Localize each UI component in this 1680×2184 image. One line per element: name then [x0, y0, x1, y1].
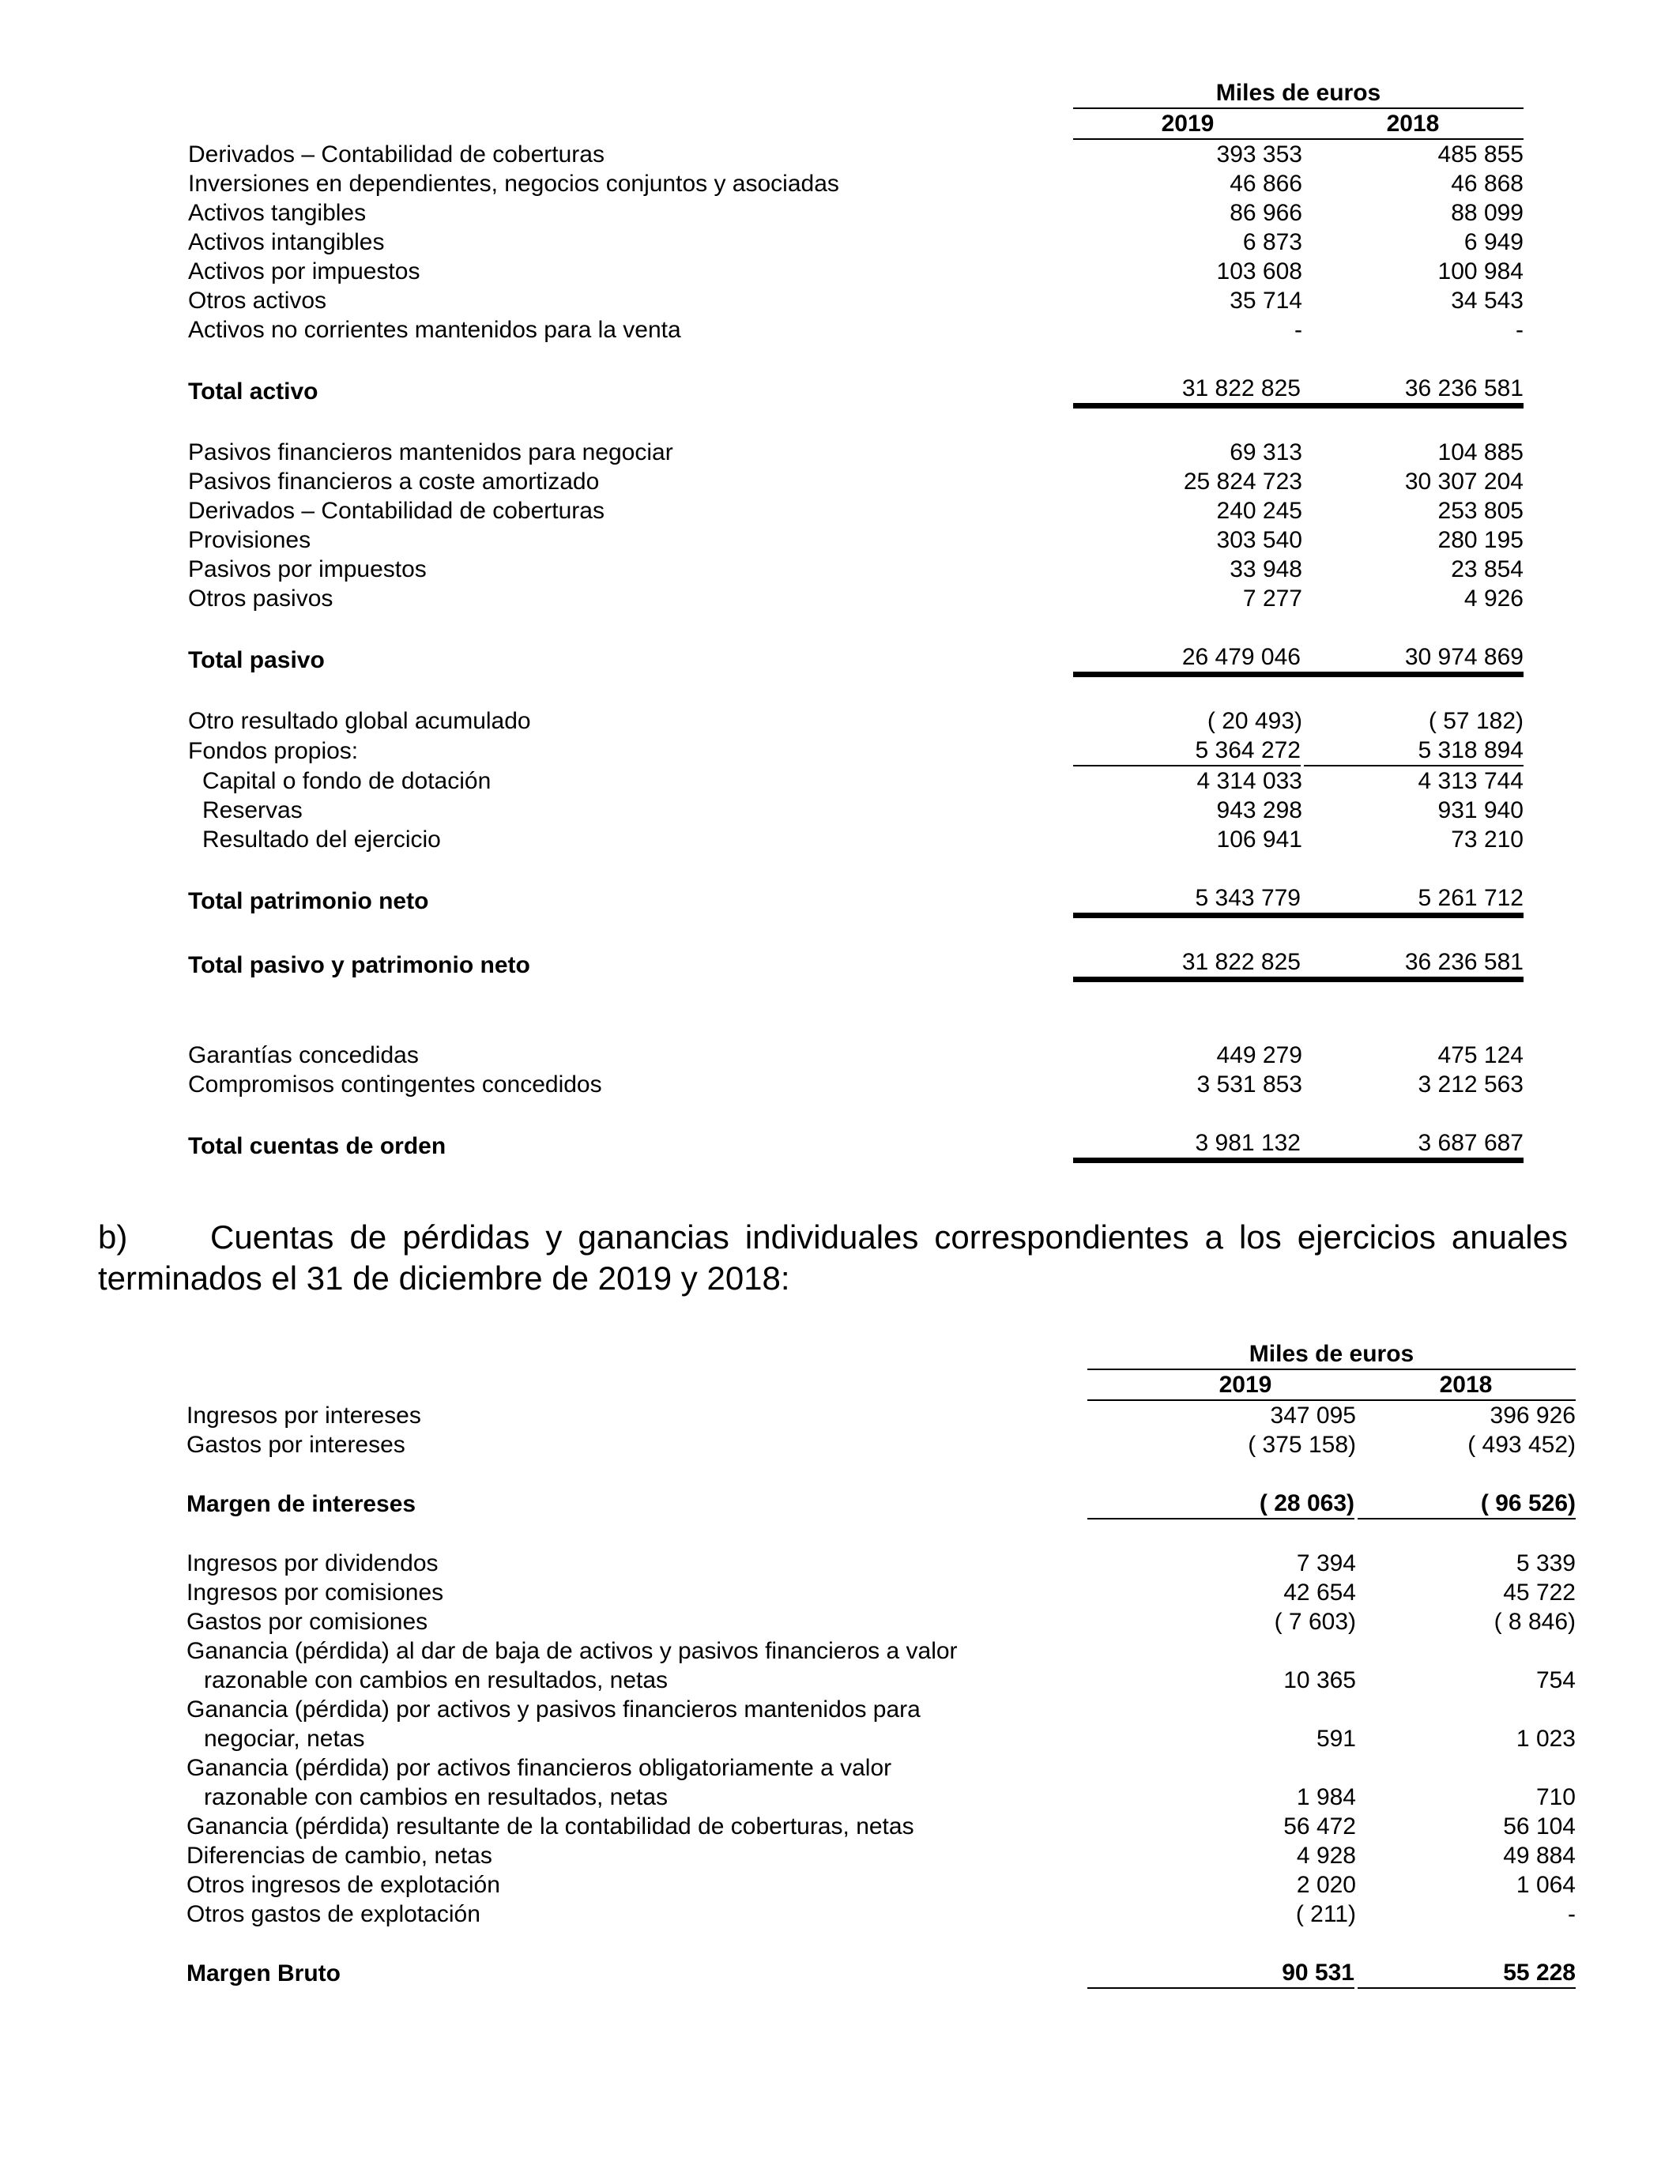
table-row	[188, 496, 1524, 525]
total-row	[188, 642, 1524, 675]
table-row	[188, 584, 1524, 613]
value-2018: 45 722	[1503, 1580, 1576, 1606]
value-2019: 591	[1316, 1726, 1356, 1752]
section-b-title: Cuentas de pérdidas y ganancias individuales correspondientes a los ejercicios anuales terminados el 31 de diciembre de 2019 y 2018:	[98, 1218, 1568, 1297]
table-row-line1	[186, 1753, 1576, 1783]
table-row	[188, 315, 1524, 345]
total-value-2018: 5 261 712	[1302, 883, 1524, 916]
balance-table	[188, 78, 1524, 1163]
value-2018: 49 884	[1503, 1843, 1576, 1869]
row-label: Activos por impuestos	[188, 258, 420, 284]
pyg-year-2019: 2019	[1087, 1369, 1356, 1400]
table-row	[188, 438, 1524, 467]
value-2018: 73 210	[1451, 827, 1524, 853]
total-label: Margen Bruto	[186, 1960, 341, 1986]
table-row	[188, 736, 1524, 766]
total-value-2018: 55 228	[1356, 1958, 1576, 1988]
row-label: Otros gastos de explotación	[186, 1901, 480, 1927]
table-row	[188, 525, 1524, 555]
value-2018: 485 855	[1437, 141, 1524, 168]
table-row	[188, 1041, 1524, 1070]
table-row	[188, 467, 1524, 496]
row-label: Derivados – Contabilidad de coberturas	[188, 141, 605, 168]
row-label: Otros activos	[188, 288, 327, 314]
value-2019: 5 364 272	[1073, 736, 1302, 766]
table-row	[188, 706, 1524, 736]
value-2019: ( 211)	[1295, 1901, 1356, 1927]
table-row	[186, 1549, 1576, 1578]
value-2019: 303 540	[1216, 527, 1302, 553]
value-2019: 7 394	[1296, 1550, 1356, 1576]
row-label: Provisiones	[188, 527, 311, 553]
value-2018: 475 124	[1437, 1042, 1524, 1068]
table-row	[188, 286, 1524, 315]
pyg-header-label: Miles de euros	[1087, 1339, 1576, 1369]
total-label: Margen de intereses	[186, 1491, 416, 1517]
table-row	[186, 1400, 1576, 1430]
total-value-2019: 90 531	[1087, 1958, 1356, 1988]
value-2019: 347 095	[1270, 1403, 1356, 1429]
value-2018: -	[1568, 1901, 1576, 1927]
table-row	[188, 555, 1524, 584]
value-2018: 3 212 563	[1418, 1071, 1524, 1098]
total-value-2019: 26 479 046	[1073, 642, 1302, 675]
value-2018: ( 8 846)	[1494, 1609, 1576, 1635]
value-2019: 46 866	[1230, 171, 1302, 197]
row-label: Inversiones en dependientes, negocios conjuntos y asociadas	[188, 171, 839, 197]
table-row	[188, 257, 1524, 286]
balance-header-label: Miles de euros	[1073, 78, 1524, 108]
value-2019: 42 654	[1283, 1580, 1356, 1606]
balance-years-row	[188, 108, 1524, 139]
value-2019: ( 375 158)	[1248, 1432, 1356, 1458]
value-2019: 69 313	[1230, 439, 1302, 465]
pyg-table	[186, 1339, 1576, 1989]
value-2019: 86 966	[1230, 200, 1302, 226]
row-label: Gastos por intereses	[186, 1432, 405, 1458]
value-2019: 4 928	[1296, 1843, 1356, 1869]
row-label: Otros pasivos	[188, 586, 333, 612]
value-2018: 100 984	[1437, 258, 1524, 284]
row-label: Fondos propios:	[188, 738, 359, 764]
row-label-line1: Ganancia (pérdida) por activos financieros obligatoriamente a valor	[186, 1755, 892, 1781]
table-row	[186, 1430, 1576, 1459]
table-row	[186, 1666, 1576, 1695]
balance-year-2019: 2019	[1073, 108, 1302, 139]
value-2019: 449 279	[1216, 1042, 1302, 1068]
total-value-2019: 3 981 132	[1073, 1128, 1302, 1161]
total-label: Total pasivo y patrimonio neto	[188, 951, 530, 978]
balance-header-row	[188, 78, 1524, 108]
row-label: Activos no corrientes mantenidos para la venta	[188, 317, 681, 343]
table-row-line1	[186, 1636, 1576, 1666]
total-value-2019: 5 343 779	[1073, 883, 1302, 916]
value-2018: 1 023	[1516, 1726, 1576, 1752]
row-label: Ingresos por intereses	[186, 1403, 421, 1429]
table-row	[186, 1607, 1576, 1636]
value-2019: ( 20 493)	[1207, 708, 1302, 734]
table-row-line1	[186, 1695, 1576, 1724]
row-label: Otros ingresos de explotación	[186, 1872, 500, 1898]
total-value-2018: 30 974 869	[1302, 642, 1524, 675]
row-label: Pasivos financieros mantenidos para negociar	[188, 439, 673, 465]
value-2019: 35 714	[1230, 288, 1302, 314]
row-label: Garantías concedidas	[188, 1042, 419, 1068]
table-row	[186, 1724, 1576, 1753]
table-row	[188, 825, 1524, 854]
value-2018: 46 868	[1451, 171, 1524, 197]
value-2019: 943 298	[1216, 797, 1302, 823]
value-2018: 5 339	[1516, 1550, 1576, 1576]
row-label: Reservas	[202, 797, 303, 823]
total-value-2019: 31 822 825	[1073, 947, 1302, 980]
total-label: Total activo	[188, 378, 318, 405]
row-label: Activos intangibles	[188, 229, 385, 255]
value-2018: 931 940	[1437, 797, 1524, 823]
total-row	[188, 374, 1524, 406]
table-row	[186, 1783, 1576, 1812]
value-2018: -	[1516, 317, 1524, 343]
value-2019: 10 365	[1283, 1667, 1356, 1693]
row-label: Ingresos por comisiones	[186, 1580, 444, 1606]
table-row	[186, 1578, 1576, 1607]
row-label-line2: negociar, netas	[204, 1726, 365, 1752]
value-2018: 88 099	[1451, 200, 1524, 226]
pyg-header-row	[186, 1339, 1576, 1369]
value-2019: 106 941	[1216, 827, 1302, 853]
value-2018: 23 854	[1451, 556, 1524, 582]
table-row	[188, 228, 1524, 257]
value-2019: 7 277	[1242, 586, 1302, 612]
total-row	[188, 1128, 1524, 1161]
row-label: Activos tangibles	[188, 200, 367, 226]
table-row	[188, 169, 1524, 198]
value-2019: -	[1294, 317, 1302, 343]
value-2018: 710	[1535, 1784, 1576, 1810]
table-row	[186, 1841, 1576, 1870]
table-row	[188, 766, 1524, 796]
table-row	[188, 198, 1524, 228]
value-2018: 253 805	[1437, 498, 1524, 524]
row-label: Pasivos financieros a coste amortizado	[188, 469, 600, 495]
row-label-line1: Ganancia (pérdida) al dar de baja de activos y pasivos financieros a valor	[186, 1638, 958, 1664]
pyg-years-row	[186, 1369, 1576, 1400]
total-value-2019: 31 822 825	[1073, 374, 1302, 406]
value-2018: 4 926	[1463, 586, 1524, 612]
total-row	[188, 947, 1524, 980]
total-value-2018: ( 96 526)	[1356, 1489, 1576, 1519]
value-2018: 280 195	[1437, 527, 1524, 553]
row-label: Compromisos contingentes concedidos	[188, 1071, 602, 1098]
row-label: Gastos por comisiones	[186, 1609, 428, 1635]
value-2018: 5 318 894	[1302, 736, 1524, 766]
total-value-2018: 36 236 581	[1302, 374, 1524, 406]
value-2019: 393 353	[1216, 141, 1302, 168]
table-row	[188, 139, 1524, 169]
total-value-2018: 3 687 687	[1302, 1128, 1524, 1161]
value-2019: 240 245	[1216, 498, 1302, 524]
value-2019: 3 531 853	[1196, 1071, 1302, 1098]
value-2018: 6 949	[1463, 229, 1524, 255]
row-label-line2: razonable con cambios en resultados, netas	[204, 1784, 669, 1810]
value-2018: 754	[1535, 1667, 1576, 1693]
balance-year-2018: 2018	[1302, 108, 1524, 139]
value-2018: 396 926	[1490, 1403, 1576, 1429]
value-2018: 34 543	[1451, 288, 1524, 314]
value-2019: 1 984	[1296, 1784, 1356, 1810]
value-2018: 1 064	[1516, 1872, 1576, 1898]
value-2019: 25 824 723	[1183, 469, 1302, 495]
total-label: Total pasivo	[188, 646, 325, 673]
row-label-line1: Ganancia (pérdida) por activos y pasivos financieros mantenidos para	[186, 1696, 921, 1723]
table-row	[186, 1812, 1576, 1841]
total-row	[188, 883, 1524, 916]
value-2019: 6 873	[1242, 229, 1302, 255]
value-2018: 4 313 744	[1418, 768, 1524, 794]
table-row	[186, 1870, 1576, 1900]
total-row	[186, 1958, 1576, 1988]
table-row	[188, 1070, 1524, 1099]
row-label: Derivados – Contabilidad de coberturas	[188, 498, 605, 524]
pyg-year-2018: 2018	[1356, 1369, 1576, 1400]
value-2019: ( 7 603)	[1274, 1609, 1356, 1635]
value-2018: 56 104	[1503, 1813, 1576, 1839]
table-row	[186, 1900, 1576, 1929]
value-2019: 56 472	[1283, 1813, 1356, 1839]
row-label-line2: razonable con cambios en resultados, netas	[204, 1667, 669, 1693]
section-b-marker: b)	[98, 1218, 128, 1256]
value-2019: 33 948	[1230, 556, 1302, 582]
row-label: Diferencias de cambio, netas	[186, 1843, 492, 1869]
value-2019: 4 314 033	[1196, 768, 1302, 794]
value-2018: ( 57 182)	[1428, 708, 1524, 734]
total-value-2019: ( 28 063)	[1087, 1489, 1356, 1519]
row-label: Resultado del ejercicio	[202, 827, 441, 853]
total-label: Total cuentas de orden	[188, 1132, 446, 1159]
row-label: Otro resultado global acumulado	[188, 708, 531, 734]
row-label: Ingresos por dividendos	[186, 1550, 439, 1576]
section-b-heading	[98, 1217, 1568, 1299]
row-label: Ganancia (pérdida) resultante de la contabilidad de coberturas, netas	[186, 1813, 914, 1839]
table-row	[188, 796, 1524, 825]
value-2019: 103 608	[1216, 258, 1302, 284]
total-label: Total patrimonio neto	[188, 887, 429, 914]
value-2018: ( 493 452)	[1467, 1432, 1576, 1458]
row-label: Pasivos por impuestos	[188, 556, 427, 582]
row-label: Capital o fondo de dotación	[202, 768, 492, 794]
value-2018: 30 307 204	[1404, 469, 1524, 495]
value-2019: 2 020	[1296, 1872, 1356, 1898]
total-row	[186, 1489, 1576, 1519]
total-value-2018: 36 236 581	[1302, 947, 1524, 980]
value-2018: 104 885	[1437, 439, 1524, 465]
